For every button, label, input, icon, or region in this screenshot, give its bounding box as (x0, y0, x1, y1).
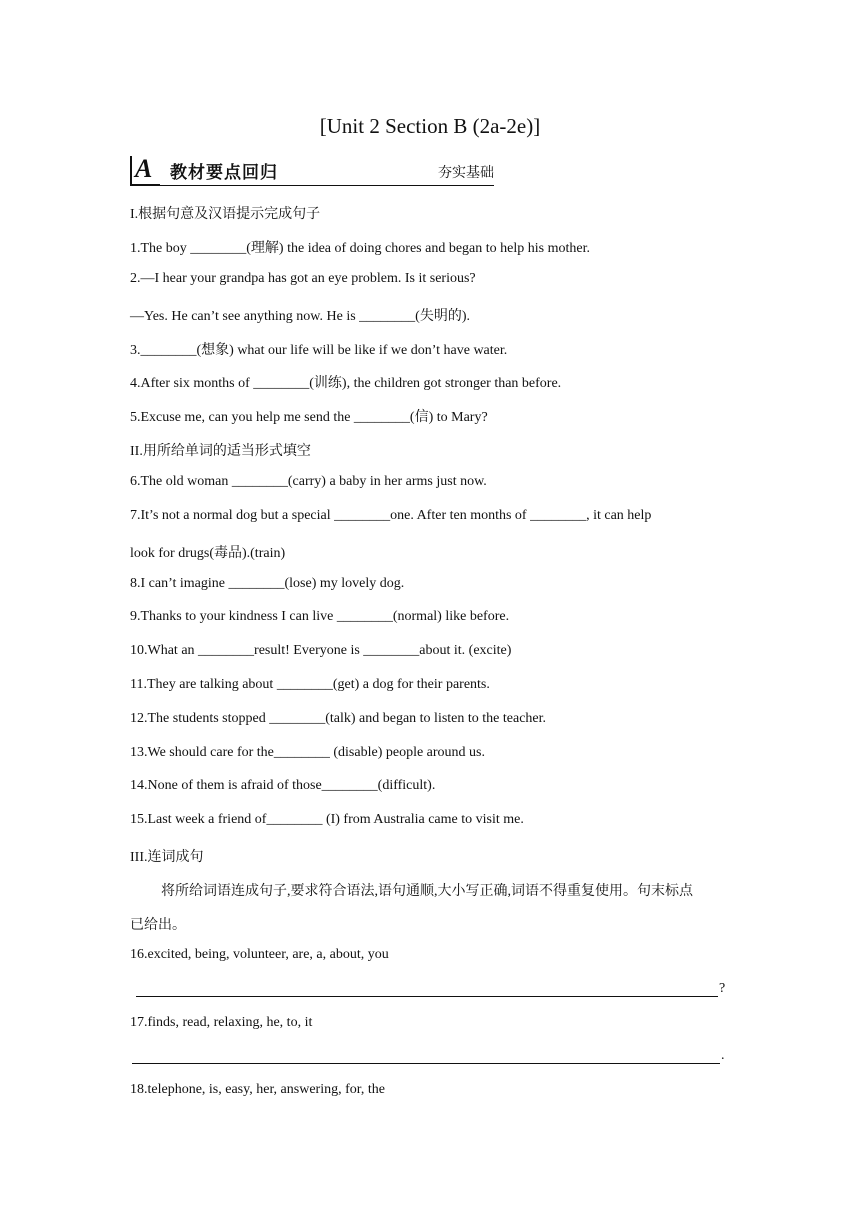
banner-rule (158, 185, 494, 186)
question-9: 9.Thanks to your kindness I can live ________(normal) like before. (130, 609, 510, 624)
section-banner (130, 156, 494, 186)
question-12: 12.The students stopped ________(talk) and began to listen to the teacher. (130, 711, 547, 726)
question-2b: —Yes. He can’t see anything now. He is ________(失明的). (130, 309, 470, 324)
question-7a: 7.It’s not a normal dog but a special ________one. After ten months of ________, it can help (130, 508, 652, 523)
question-7b: look for drugs(毒品).(train) (130, 546, 286, 561)
question-4: 4.After six months of ________(训练), the children got stronger than before. (130, 376, 562, 391)
question-10: 10.What an ________result! Everyone is ________about it. (excite) (130, 643, 512, 658)
banner-heading: 教材要点回归 (170, 163, 278, 183)
question-15: 15.Last week a friend of________ (I) from Australia came to visit me. (130, 812, 524, 827)
question-3: 3.________(想象) what our life will be like if we don’t have water. (130, 343, 508, 358)
answer-end-mark-16: ? (719, 981, 726, 996)
question-1: 1.The boy ________(理解) the idea of doing chores and began to help his mother. (130, 241, 590, 256)
question-2a: 2.—I hear your grandpa has got an eye problem. Is it serious? (130, 271, 476, 286)
question-13: 13.We should care for the________ (disable) people around us. (130, 745, 485, 760)
question-16: 16.excited, being, volunteer, are, a, about, you (130, 947, 389, 962)
section-letter: A (135, 154, 153, 183)
instruction-line-1: 将所给词语连成句子,要求符合语法,语句通顺,大小写正确,词语不得重复使用。句末标点 (161, 884, 693, 899)
question-6: 6.The old woman ________(carry) a baby in her arms just now. (130, 474, 487, 489)
part-3-heading: III.连词成句 (130, 850, 204, 865)
question-17: 17.finds, read, relaxing, he, to, it (130, 1015, 313, 1030)
question-18: 18.telephone, is, easy, her, answering, for, the (130, 1082, 385, 1097)
question-5: 5.Excuse me, can you help me send the ________(信) to Mary? (130, 410, 488, 425)
answer-line-17 (132, 1063, 720, 1064)
question-8: 8.I can’t imagine ________(lose) my lovely dog. (130, 576, 405, 591)
question-11: 11.They are talking about ________(get) a dog for their parents. (130, 677, 490, 692)
part-2-heading: II.用所给单词的适当形式填空 (130, 444, 311, 459)
part-1-heading: I.根据句意及汉语提示完成句子 (130, 207, 321, 222)
page-title: [Unit 2 Section B (2a-2e)] (319, 114, 541, 138)
instruction-line-2: 已给出。 (130, 918, 186, 933)
answer-line-16 (136, 996, 718, 997)
question-14: 14.None of them is afraid of those________(difficult). (130, 778, 436, 793)
banner-subheading: 夯实基础 (438, 165, 494, 181)
answer-end-mark-17: . (721, 1048, 725, 1063)
